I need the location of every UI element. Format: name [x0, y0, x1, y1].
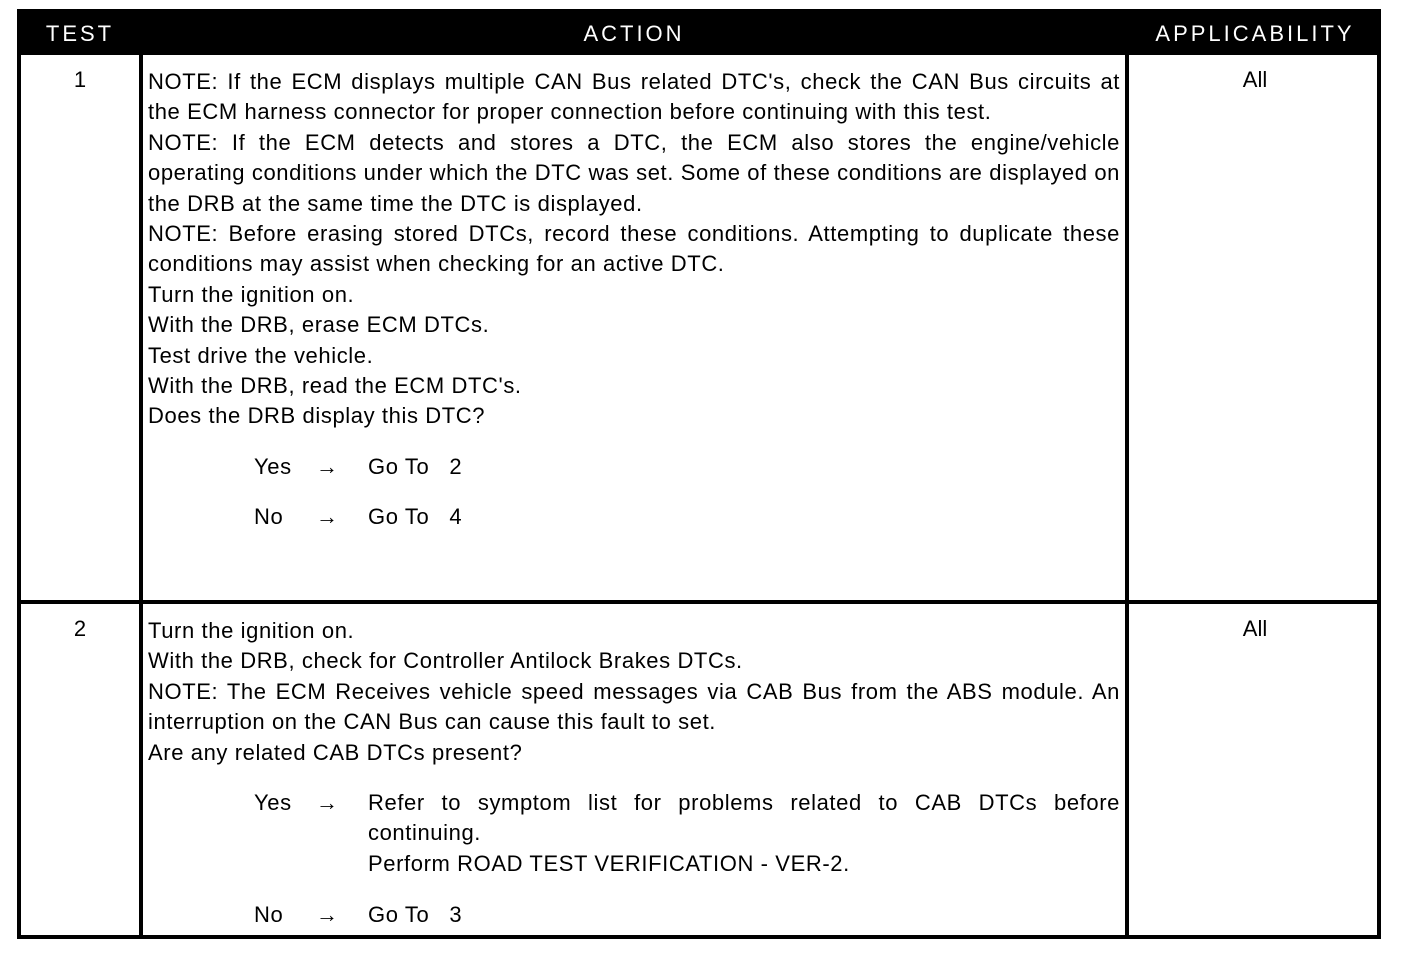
table-header [21, 13, 1377, 55]
table-row [21, 55, 1377, 600]
instruction-text: With the DRB, erase ECM DTCs. [148, 312, 490, 338]
yes-branch [148, 768, 1120, 880]
diagnostic-test-table [17, 9, 1381, 939]
yes-target-text-2: Perform ROAD TEST VERIFICATION - VER-2. [368, 850, 850, 876]
note-text: NOTE: If the ECM detects and stores a DTC, the ECM also stores the engine/vehicle operating conditions under which the DTC was set. Some of these conditions are displayed on the DRB at the same time the DTC is displayed. [148, 129, 1120, 216]
instruction-text: With the DRB, read the ECM DTC's. [148, 373, 522, 399]
header-applicability: APPLICABILITY [1155, 21, 1355, 46]
no-branch [148, 880, 1120, 928]
instruction-text: Test drive the vehicle. [148, 342, 374, 368]
no-target: Go To 3 [368, 902, 463, 928]
applicability-value: All [1242, 67, 1268, 92]
no-target: Go To 4 [368, 503, 463, 529]
yes-label: Yes [254, 790, 292, 816]
arrow-right-icon: → [316, 790, 339, 816]
yes-target: Go To 2 [368, 453, 463, 479]
yes-branch [148, 432, 1120, 482]
no-label: No [254, 503, 284, 529]
no-label: No [254, 902, 284, 928]
instruction-text: With the DRB, check for Controller Antilock Brakes DTCs. [148, 648, 743, 674]
yes-target-text: Refer to symptom list for problems related to CAB DTCs before continuing. [368, 790, 1120, 846]
note-text: NOTE: Before erasing stored DTCs, record these conditions. Attempting to duplicate these conditions may assist when checking for an active DTC. [148, 221, 1120, 277]
arrow-right-icon: → [316, 453, 339, 479]
test-number: 2 [73, 616, 87, 641]
applicability-value: All [1242, 616, 1268, 641]
header-test: TEST [45, 21, 115, 46]
action-cell [148, 616, 1120, 928]
note-text: NOTE: If the ECM displays multiple CAN Bus related DTC's, check the CAN Bus circuits at the ECM harness connector for proper connection before continuing with this test. [148, 69, 1120, 125]
no-branch [148, 482, 1120, 530]
note-text: NOTE: The ECM Receives vehicle speed messages via CAB Bus from the ABS module. An interruption on the CAN Bus can cause this fault to set. [148, 678, 1120, 735]
table-row [21, 604, 1377, 935]
instruction-text: Turn the ignition on. [148, 618, 355, 643]
arrow-right-icon: → [316, 503, 339, 529]
test-number: 1 [73, 67, 87, 92]
question-text: Are any related CAB DTCs present? [148, 739, 523, 765]
yes-label: Yes [254, 453, 292, 479]
yes-target [368, 788, 1120, 879]
instruction-text: Turn the ignition on. [148, 281, 355, 307]
question-text: Does the DRB display this DTC? [148, 403, 486, 429]
header-action: ACTION [583, 21, 685, 46]
arrow-right-icon: → [316, 902, 339, 928]
action-cell [148, 67, 1120, 530]
